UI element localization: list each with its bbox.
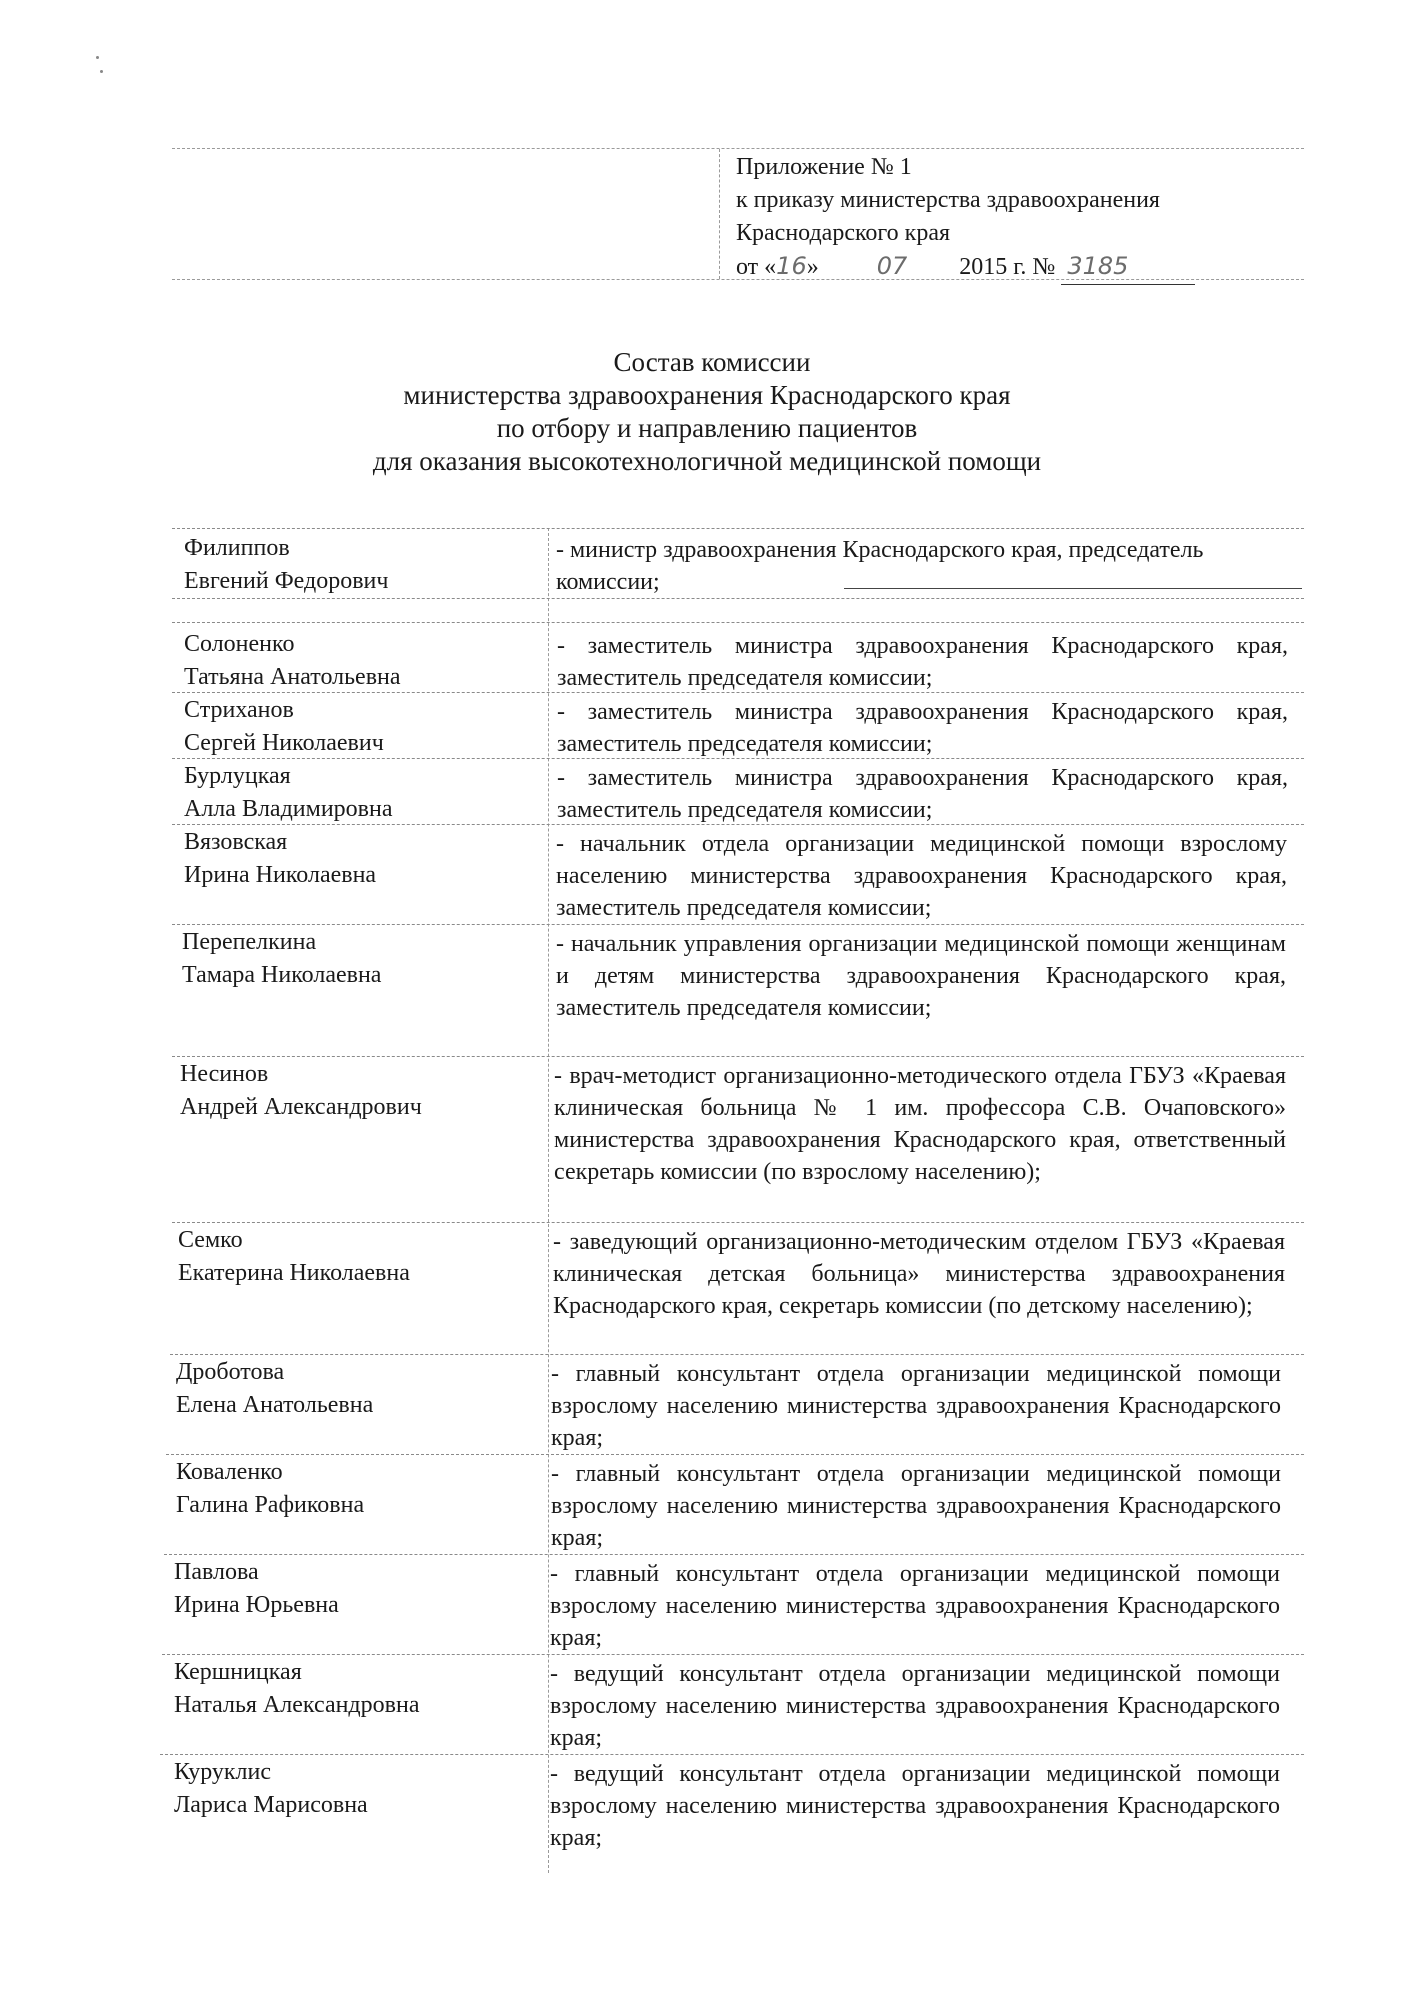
member-name: Филиппов Евгений Федорович [184, 535, 389, 594]
appendix-text [736, 151, 1195, 285]
member-name: Семко Екатерина Николаевна [178, 1227, 410, 1286]
row-separator [172, 824, 1304, 825]
member-role: - заместитель министра здравоохранения Краснодарского края, заместитель председателя комиссии; [557, 699, 1288, 757]
member-name: Вязовская Ирина Николаевна [184, 829, 377, 888]
member-name: Несинов Андрей Александрович [180, 1061, 422, 1120]
member-name: Павлова Ирина Юрьевна [174, 1559, 339, 1618]
member-name: Перепелкина Тамара Николаевна [182, 929, 382, 988]
title-line-4: для оказания высокотехнологичной медицинской помощи [372, 446, 1042, 476]
handwritten-day: 16 [776, 252, 807, 280]
row-separator [172, 692, 1304, 693]
member-role: - заместитель министра здравоохранения Краснодарского края, заместитель председателя комиссии; [557, 633, 1288, 691]
member-role: - ведущий консультант отдела организации медицинской помощи взрослому населению министерства здравоохранения Краснодарского края; [550, 1761, 1280, 1851]
member-role: - главный консультант отдела организации медицинской помощи взрослому населению министерства здравоохранения Краснодарского края; [551, 1461, 1281, 1551]
table-top-border [172, 528, 1304, 529]
appendix-line-2: к приказу министерства здравоохранения [736, 187, 1160, 213]
member-name: Бурлуцкая Алла Владимировна [184, 763, 393, 822]
row-separator [172, 622, 1304, 623]
row-separator [160, 1754, 1304, 1755]
row-separator [172, 1222, 1304, 1223]
member-name: Солоненко Татьяна Анатольевна [184, 631, 401, 690]
appendix-block [172, 148, 1304, 280]
title-line-2: министерства здравоохранения Краснодарского края [403, 380, 1011, 410]
appendix-date-line [736, 250, 1195, 285]
title-line-1: Состав комиссии [613, 347, 811, 377]
member-role: - начальник управления организации медицинской помощи женщинам и детям министерства здравоохранения Краснодарского края, заместитель председателя комиссии; [556, 931, 1286, 1021]
scan-speck [96, 56, 99, 59]
member-role: - врач-методист организационно-методического отдела ГБУЗ «Краевая клиническая больница № 1 им. профессора С.В. Очаповского» министерства здравоохранения Краснодарского края, ответственный секретарь комиссии (по взрослому населению); [554, 1063, 1286, 1185]
appendix-line-3: Краснодарского края [736, 220, 951, 246]
member-name: Куруклис Лариса Марисовна [174, 1759, 368, 1818]
column-divider [548, 528, 549, 1873]
title-line-3: по отбору и направлению пациентов [496, 413, 918, 443]
date-close: » [806, 254, 819, 280]
member-role: - начальник отдела организации медицинской помощи взрослому населению министерства здравоохранения Краснодарского края, заместитель председателя комиссии; [556, 831, 1287, 921]
member-role: - ведущий консультант отдела организации медицинской помощи взрослому населению министерства здравоохранения Краснодарского края; [550, 1661, 1280, 1751]
row-separator [162, 1654, 1304, 1655]
row-separator [172, 758, 1304, 759]
members-table [0, 528, 1414, 1878]
appendix-divider [719, 149, 720, 279]
year-label: 2015 г. № [959, 254, 1056, 280]
date-prefix: от « [736, 254, 777, 280]
row-separator [172, 598, 1304, 599]
member-role: - главный консультант отдела организации медицинской помощи взрослому населению министерства здравоохранения Краснодарского края; [550, 1561, 1280, 1651]
member-name: Кершницкая Наталья Александровна [174, 1659, 420, 1718]
scan-speck [100, 70, 103, 73]
member-role: - заместитель министра здравоохранения Краснодарского края, заместитель председателя комиссии; [557, 765, 1288, 823]
member-role: - министр здравоохранения Краснодарского края, председатель комиссии; [556, 537, 1204, 595]
handwritten-month: 07 [876, 252, 908, 280]
role-underline [844, 588, 1302, 589]
member-name: Коваленко Галина Рафиковна [176, 1459, 365, 1518]
row-separator [164, 1554, 1304, 1555]
row-separator [172, 1056, 1304, 1057]
handwritten-order-number: 3185 [1067, 252, 1129, 280]
order-number-field [1061, 250, 1195, 285]
member-name: Дроботова Елена Анатольевна [176, 1359, 374, 1418]
appendix-line-1: Приложение № 1 [736, 154, 912, 180]
row-separator [172, 924, 1304, 925]
row-separator [170, 1354, 1304, 1355]
member-role: - заведующий организационно-методическим отделом ГБУЗ «Краевая клиническая детская больница» министерства здравоохранения Краснодарского края, секретарь комиссии (по детскому населению); [553, 1229, 1285, 1319]
row-separator [166, 1454, 1304, 1455]
document-title [0, 346, 1414, 478]
member-role: - главный консультант отдела организации медицинской помощи взрослому населению министерства здравоохранения Краснодарского края; [551, 1361, 1281, 1451]
member-name: Стриханов Сергей Николаевич [184, 697, 384, 756]
